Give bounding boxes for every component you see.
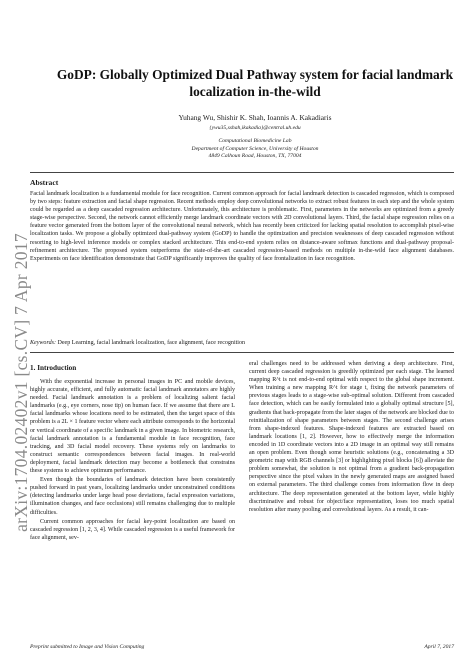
intro-paragraph-2: Even though the boundaries of landmark detection have been consistently pushed forward in past years, localizing landmarks under unconstrained conditions (detecting landmarks under large head pose deviations, facial expression variations, illumination changes, and face occlusions) still remains challenging due to multiple difficulties. xyxy=(30,477,235,516)
author-emails: {ywu35,sshah,ikakadia}@central.uh.edu xyxy=(209,125,301,131)
left-column xyxy=(30,360,235,543)
abstract-text: Facial landmark localization is a fundamental module for face recognition. Current common approach for facial landmark detection is cascaded regression, which is composed by two steps: feature extraction and facial shape regression. Recent methods employ deep convolutional networks to extract robust features in each step and the whole system could be regarded as a deep cascaded regression architecture. Unfortunately, this architecture is problematic. First, parameters in the networks are optimized from a greedy stage-wise perspective. Second, the network cannot efficiently merge landmark coordinate vectors with 2D convolutional layers. Third, the facial shape regression relies on a feature vector generated from the bottom layer of the convolutional neural network, which has recently been criticized for lacking spatial resolution to accomplish pixel-wise localization tasks. We propose a globally optimized dual-pathway system (GoDP) to handle the optimization and precision weaknesses of deep cascaded regression without resorting to high-level inference models or complex stacked architecture. This end-to-end system relies on distance-aware softmax functions and dual-pathway proposal-refinement architecture. The proposed system outperforms the state-of-the-art cascaded regression-based methods on multiple in-the-wild face alignment databases. Experiments on face identification demonstrate that GoDP significantly improves the quality of face frontalization in face recognition. xyxy=(30,191,454,262)
arxiv-identifier-text: arXiv:1704.02402v1 [cs.CV] 7 Apr 2017 xyxy=(10,232,31,532)
keywords-line xyxy=(30,339,454,347)
affiliation-block xyxy=(50,138,460,161)
top-divider xyxy=(30,172,454,173)
intro-paragraph-3: Current common approaches for facial key-point localization are based on cascaded regression [1, 2, 3, 4]. While cascaded regression is a useful framework for face alignment, sev- xyxy=(30,518,235,541)
intro-paragraph-1: With the exponential increase in personal images in PC and mobile devices, highly accurate, efficient, and fully automatic facial landmark annotators are highly needed. Facial landmark annotation is a problem of localizing salient facial landmarks (e.g., eye corners, nose tip) on human face. If we assume that there are L facial landmarks whose locations need to be estimated, then the target space of this problem is a 2L × 1 feature vector where each attribute corresponds to the horizontal or vertical coordinate of a specific landmark in a given image. In biometric research, facial landmark annotation is a fundamental module in face recognition, face tracking, and 3D facial model recovery. These systems rely on landmarks to construct semantic correspondences between facial images. In real-world deployment, facial landmark detection may become a bottleneck that constrains these systems to achieve optimum performance. xyxy=(30,379,235,475)
intro-paragraph-continued: eral challenges need to be addressed when deriving a deep architecture. First, current deep cascaded regression is greedily optimized per each stage. The learned mapping R^t is not end-to-end optimal with respect to the global shape increment. When training a new mapping R^t for stage t, fixing the network parameters of previous stages leads to a stage-wise sub-optimal solution. Different from cascaded face detection, which can be easily formulated into a globally optimal structure [5], gradients that back-propagate from the later stages of the network are blocked due to reinitialization of shape parameters between stages. The second challenge arises from shape-indexed features. Shape-indexed features are extracted based on landmark locations [1, 2]. However, how to effectively merge the information encoded in 1D coordinate vectors into a 2D image in an optimal way still remains an open problem. Even though some heuristic solutions (e.g., concatenating a 3D geometric map with RGB channels [3] or highlighting pixel blocks [6]) alleviate the problem somewhat, the solution is not optimal from a gradient back-propagation perspective since the pixel values in the newly generated maps are assigned based on external parameters. The third challenge comes from information flow in deep architecture. The deep representation generated at the bottom layer, while highly discriminative and robust for object/face representation, loses too much spatial resolution after many pooling and convolutional layers. As a result, it can- xyxy=(249,361,455,513)
keywords-text: Deep Learning, facial landmark localization, face alignment, face recognition xyxy=(57,340,246,346)
affiliation-department: Department of Computer Science, University of Houston xyxy=(191,145,319,152)
bottom-divider xyxy=(30,352,454,353)
paper-title: GoDP: Globally Optimized Dual Pathway system for facial landmark localization in-the-wild xyxy=(56,67,454,99)
author-list: Yuhang Wu, Shishir K. Shah, Ioannis A. Kakadiaris xyxy=(178,113,332,122)
affiliation-address: 4849 Calhoun Road, Houston, TX, 77004 xyxy=(208,153,302,160)
footer-date: April 7, 2017 xyxy=(424,644,454,650)
keywords-label: Keywords: xyxy=(30,340,56,346)
affiliation-lab: Computational Biomedicine Lab xyxy=(218,138,292,144)
footer-submission-note: Preprint submitted to Image and Vision Computing xyxy=(30,644,145,650)
abstract-heading: Abstract xyxy=(30,178,59,187)
right-column xyxy=(249,360,454,515)
section-heading-introduction: 1. Introduction xyxy=(30,364,77,372)
